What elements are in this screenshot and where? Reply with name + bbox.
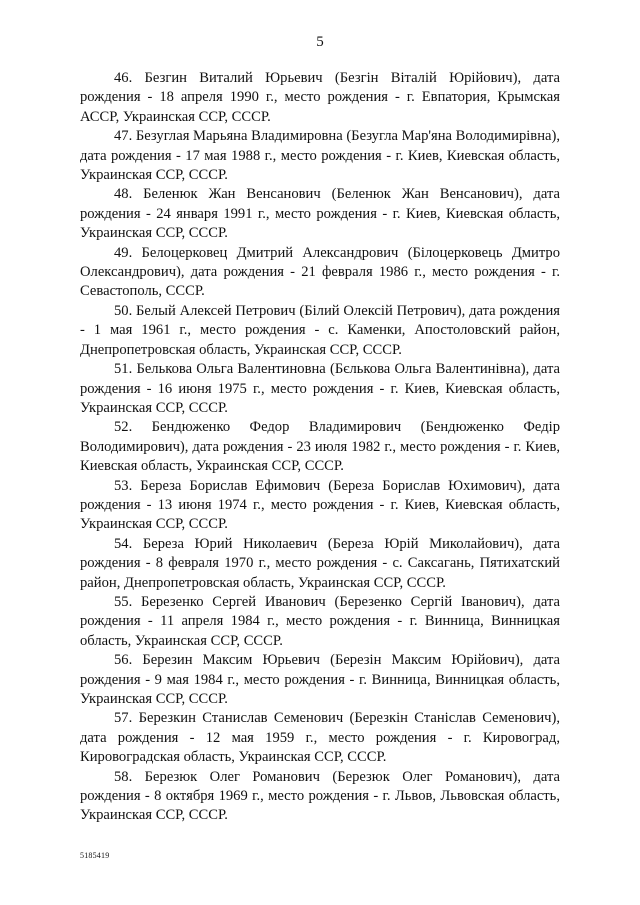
entry-list	[80, 69, 560, 826]
list-item-57: 57. Березкин Станислав Семенович (Березкін Станіслав Семенович), дата рождения - 12 мая 1959 г., место рождения - г. Кировоград, Кировоградская область, Украинская ССР, СССР.	[80, 710, 560, 766]
list-item-50: 50. Белый Алексей Петрович (Білий Олексій Петрович), дата рождения - 1 мая 1961 г., место рождения - с. Каменки, Апостоловский район, Днепропетровская область, Украинская ССР, СССР.	[80, 302, 560, 358]
list-item-56: 56. Березин Максим Юрьевич (Березін Максим Юрійович), дата рождения - 9 мая 1984 г., место рождения - г. Винница, Винницкая область, Украинская ССР, СССР.	[80, 652, 560, 707]
page-number: 5	[316, 34, 324, 50]
list-item-48: 48. Беленюк Жан Венсанович (Беленюк Жан Венсанович), дата рождения - 24 января 1991 г., место рождения - г. Киев, Киевская область, Украинская ССР, СССР.	[80, 186, 560, 242]
list-item-53: 53. Береза Борислав Ефимович (Береза Борислав Юхимович), дата рождения - 13 июня 1974 г., место рождения - г. Киев, Киевская область, Украинская ССР, СССР.	[80, 477, 560, 533]
document-code: 5185419	[80, 851, 110, 860]
list-item-52: 52. Бендюженко Федор Владимирович (Бендюженко Федір Володимирович), дата рождения - 23 июля 1982 г., место рождения - г. Киев, Киевская область, Украинская ССР, СССР.	[80, 419, 560, 475]
list-item-46: 46. Безгин Виталий Юрьевич (Безгін Віталій Юрійович), дата рождения - 18 апреля 1990 г., место рождения - г. Евпатория, Крымская АССР, Украинская ССР, СССР.	[80, 70, 560, 125]
list-item-49: 49. Белоцерковец Дмитрий Александрович (Білоцерковець Дмитро Олександрович), дата рождения - 21 февраля 1986 г., место рождения - г. Севастополь, СССР.	[80, 244, 560, 300]
list-item-55: 55. Березенко Сергей Иванович (Березенко Сергій Іванович), дата рождения - 11 апреля 1984 г., место рождения - г. Винница, Винницкая область, Украинская ССР, СССР.	[80, 593, 560, 649]
list-item-54: 54. Береза Юрий Николаевич (Береза Юрій Миколайович), дата рождения - 8 февраля 1970 г., место рождения - с. Саксагань, Пятихатский район, Днепропетровская область, Украинская ССР, СССР.	[80, 535, 560, 591]
list-item-47: 47. Безуглая Марьяна Владимировна (Безугла Мар'яна Володимирівна), дата рождения - 17 мая 1988 г., место рождения - г. Киев, Киевская область, Украинская ССР, СССР.	[80, 128, 560, 184]
list-item-58: 58. Березюк Олег Романович (Березюк Олег Романович), дата рождения - 8 октября 1969 г., место рождения - г. Львов, Львовская область, Украинская ССР, СССР.	[80, 768, 560, 824]
list-item-51: 51. Белькова Ольга Валентиновна (Бєлькова Ольга Валентинівна), дата рождения - 16 июня 1975 г., место рождения - г. Киев, Киевская область, Украинская ССР, СССР.	[80, 361, 560, 416]
